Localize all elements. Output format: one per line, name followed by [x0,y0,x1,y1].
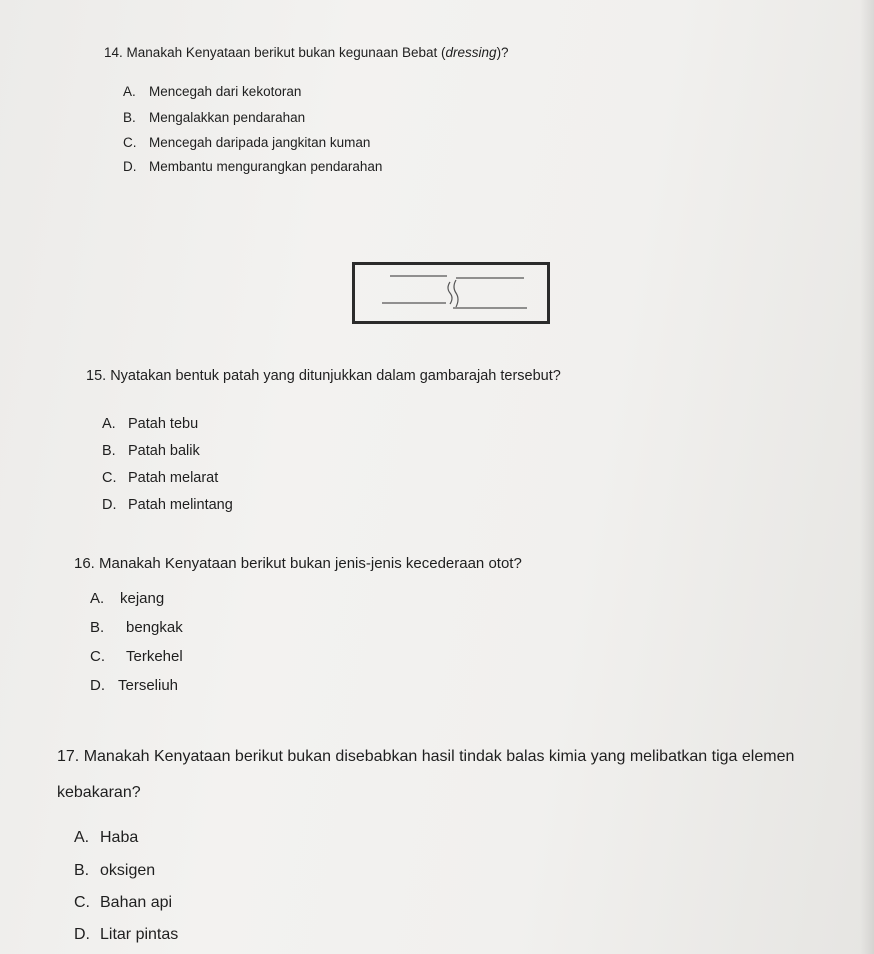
option-text: Mencegah dari kekotoran [149,84,302,99]
option-17-d[interactable] [74,926,178,944]
option-text: Patah balik [128,443,200,459]
question-number: 16. [74,555,95,572]
option-text: oksigen [100,862,156,879]
option-14-b[interactable] [123,110,305,125]
option-15-a[interactable] [102,416,198,432]
option-text: Patah melarat [128,470,219,486]
question-16 [74,555,522,572]
bone-outline [382,276,527,308]
question-text-end: )? [496,45,509,60]
question-text-italic: dressing [445,45,497,60]
question-text: Manakah Kenyataan berikut bukan jenis-jenis kecederaan otot? [99,555,522,572]
option-17-c[interactable] [74,894,172,912]
option-text: Terkehel [126,648,183,665]
option-16-c[interactable] [90,648,183,665]
question-text: Manakah Kenyataan berikut bukan disebabkan hasil tindak balas kimia yang melibatkan tiga elemen kebakaran? [57,748,795,801]
option-text: Litar pintas [100,926,179,943]
option-17-b[interactable] [74,862,155,880]
option-16-b[interactable] [90,619,183,636]
option-text: bengkak [126,619,183,636]
option-letter: D. [102,497,117,513]
option-15-d[interactable] [102,497,233,513]
diagram-frame [354,264,549,323]
question-text: Nyatakan bentuk patah yang ditunjukkan dalam gambarajah tersebut? [110,368,561,384]
option-15-b[interactable] [102,443,200,459]
option-text: Mencegah daripada jangkitan kuman [149,135,371,150]
option-letter: B. [123,110,136,125]
question-number: 17. [57,748,80,765]
option-letter: C. [123,135,137,150]
option-text: Mengalakkan pendarahan [149,110,306,125]
option-letter: C. [102,470,117,486]
question-number: 14. [104,45,123,60]
question-text: Manakah Kenyataan berikut bukan kegunaan Bebat ( [126,45,446,60]
option-14-d[interactable] [123,159,382,174]
option-15-c[interactable] [102,470,218,486]
option-14-c[interactable] [123,135,370,150]
option-16-d[interactable] [90,677,178,694]
option-17-a[interactable] [74,829,138,847]
option-text: Patah tebu [128,416,199,432]
option-letter: C. [90,648,105,665]
option-text: Bahan api [100,894,173,911]
option-text: Membantu mengurangkan pendarahan [149,159,383,174]
question-14 [104,45,509,60]
option-letter: A. [102,416,116,432]
question-number: 15. [86,368,107,384]
question-17 [57,739,857,811]
question-15 [86,368,561,384]
option-letter: A. [123,84,136,99]
option-letter: B. [102,443,116,459]
option-14-a[interactable] [123,84,301,99]
option-letter: A. [90,590,105,607]
option-text: Patah melintang [128,497,233,513]
bone-fracture-diagram-icon [352,262,550,324]
option-16-a[interactable] [90,590,164,607]
option-letter: A. [74,829,90,846]
option-letter: B. [90,619,105,636]
option-text: kejang [120,590,165,607]
option-letter: B. [74,862,90,879]
option-letter: D. [123,159,137,174]
option-text: Terseliuh [118,677,179,694]
option-letter: D. [90,677,105,694]
page-shadow-edge [860,0,874,954]
option-text: Haba [100,829,139,846]
option-letter: D. [74,926,90,943]
option-letter: C. [74,894,90,911]
